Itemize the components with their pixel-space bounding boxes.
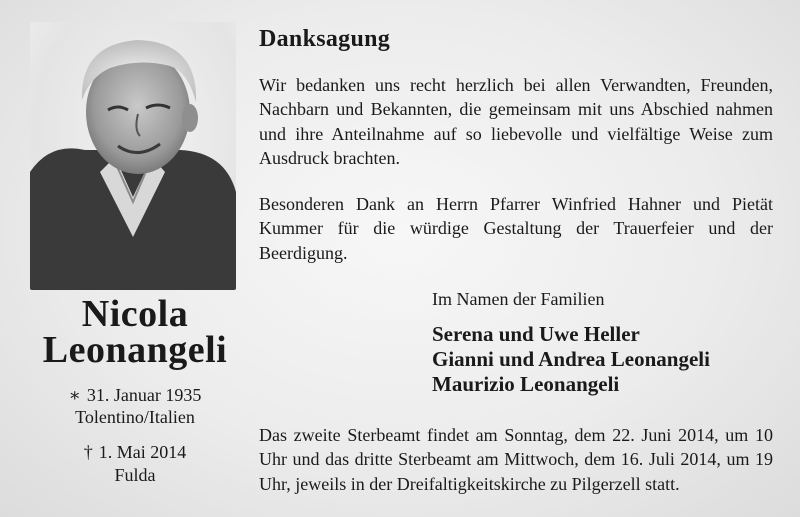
memorial-mass-paragraph: Das zweite Sterbeamt findet am Sonntag, dem 22. Juni 2014, um 10 Uhr und das dritte Sterbeamt am Mittwoch, dem 16. Juli 2014, um 19 Uhr, jeweils in der Dreifaltigkeitskirche zu Pilgerzell statt. bbox=[259, 425, 773, 494]
deceased-column bbox=[0, 0, 262, 517]
family-name: Maurizio Leonangeli bbox=[432, 372, 620, 396]
birth-place: Tolentino/Italien bbox=[75, 407, 195, 427]
death-line bbox=[0, 441, 270, 463]
portrait-photo bbox=[30, 22, 236, 290]
deceased-last-name: Leonangeli bbox=[42, 329, 228, 371]
special-thanks-paragraph: Besonderen Dank an Herrn Pfarrer Winfried Hahner und Pietät Kummer für die würdige Gestaltung der Trauerfeier und der Beerdigung. bbox=[259, 194, 773, 263]
family-name: Serena und Uwe Heller bbox=[432, 322, 640, 346]
death-place: Fulda bbox=[114, 465, 156, 485]
birth-date: 31. Januar 1935 bbox=[86, 385, 202, 405]
birth-symbol-icon: ∗ bbox=[68, 385, 81, 405]
death-date: 1. Mai 2014 bbox=[98, 442, 187, 462]
notice-title: Danksagung bbox=[259, 26, 391, 52]
deceased-first-name: Nicola bbox=[81, 293, 189, 335]
on-behalf-line: Im Namen der Familien bbox=[432, 289, 605, 309]
thanks-paragraph: Wir bedanken uns recht herzlich bei allen Verwandten, Freunden, Nachbarn und Bekannten, die gemeinsam mit uns Abschied nahmen und ihre Anteilnahme auf so liebevolle und vielfältige Weise zum Ausdruck brachten. bbox=[259, 75, 773, 169]
death-cross-icon: † bbox=[83, 442, 93, 462]
family-name: Gianni und Andrea Leonangeli bbox=[432, 347, 710, 371]
birth-line bbox=[0, 384, 270, 406]
